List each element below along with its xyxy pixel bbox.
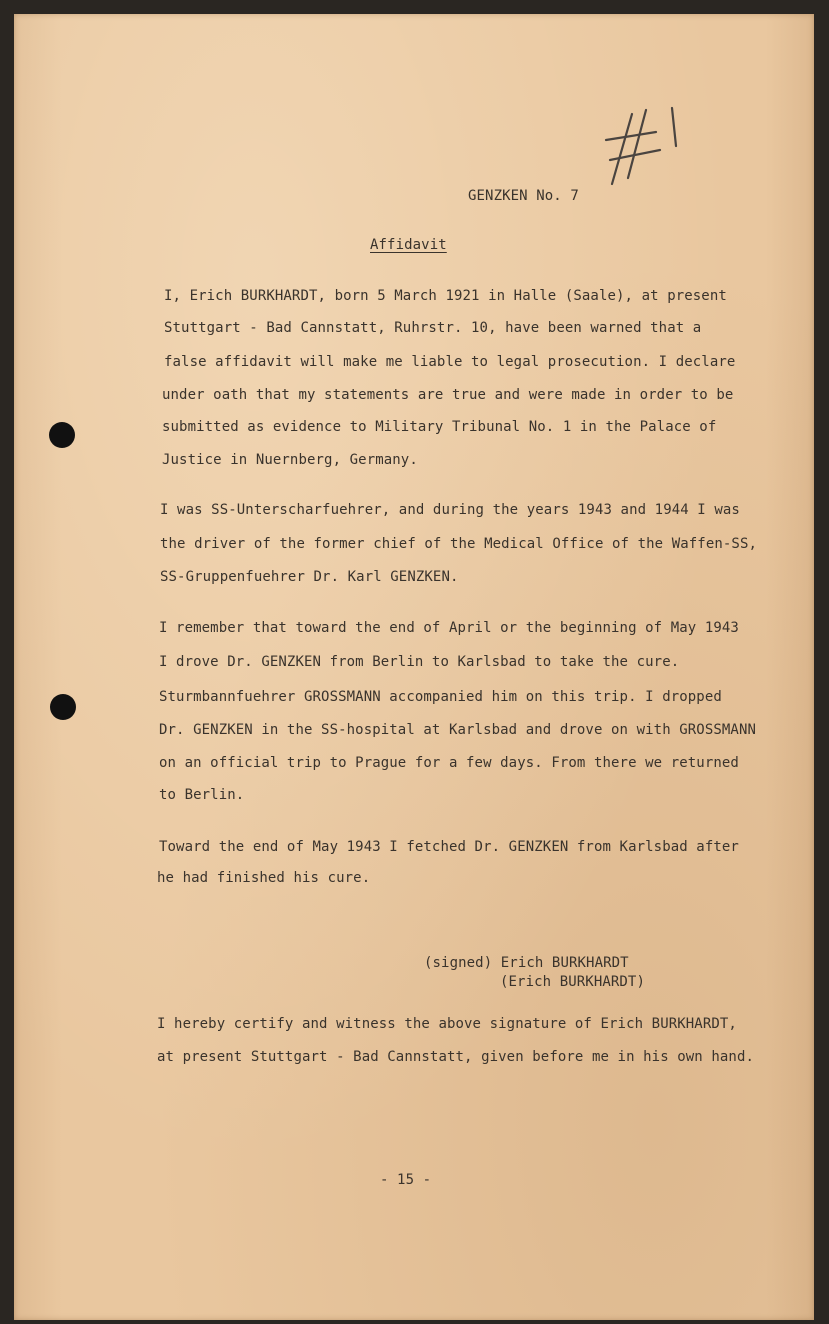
handwritten-page-mark [602,106,680,192]
body-text-line: he had finished his cure. [157,870,371,886]
document-reference-number: GENZKEN No. 7 [468,188,579,204]
punch-hole [50,694,76,720]
body-text-line: I drove Dr. GENZKEN from Berlin to Karlsbad to take the cure. [159,654,680,670]
body-text-line: Stuttgart - Bad Cannstatt, Ruhrstr. 10, have been warned that a [164,320,702,336]
body-text-line: under oath that my statements are true and were made in order to be [162,387,734,403]
certification-text-line: at present Stuttgart - Bad Cannstatt, given before me in his own hand. [157,1049,755,1065]
body-text-line: I was SS-Unterscharfuehrer, and during the years 1943 and 1944 I was [160,502,740,518]
body-text-line: Justice in Nuernberg, Germany. [162,452,418,468]
document-page [14,14,814,1320]
body-text-line: submitted as evidence to Military Tribunal No. 1 in the Palace of [162,419,717,435]
body-text-line: I remember that toward the end of April or the beginning of May 1943 [159,620,739,636]
certification-text-line: I hereby certify and witness the above signature of Erich BURKHARDT, [157,1016,737,1032]
signature-name: (Erich BURKHARDT) [500,974,645,990]
body-text-line: false affidavit will make me liable to legal prosecution. I declare [164,354,736,370]
signature-line: (signed) Erich BURKHARDT [424,955,629,971]
body-text-line: I, Erich BURKHARDT, born 5 March 1921 in Halle (Saale), at present [164,288,727,304]
body-text-line: to Berlin. [159,787,245,803]
page-number: - 15 - [380,1172,432,1188]
body-text-line: the driver of the former chief of the Medical Office of the Waffen-SS, [160,536,758,552]
body-text-line: SS-Gruppenfuehrer Dr. Karl GENZKEN. [160,569,459,585]
punch-hole [49,422,75,448]
body-text-line: Toward the end of May 1943 I fetched Dr. GENZKEN from Karlsbad after [159,839,739,855]
document-title: Affidavit [370,237,447,253]
body-text-line: Sturmbannfuehrer GROSSMANN accompanied him on this trip. I dropped [159,689,722,705]
body-text-line: on an official trip to Prague for a few days. From there we returned [159,755,739,771]
body-text-line: Dr. GENZKEN in the SS-hospital at Karlsbad and drove on with GROSSMANN [159,722,757,738]
